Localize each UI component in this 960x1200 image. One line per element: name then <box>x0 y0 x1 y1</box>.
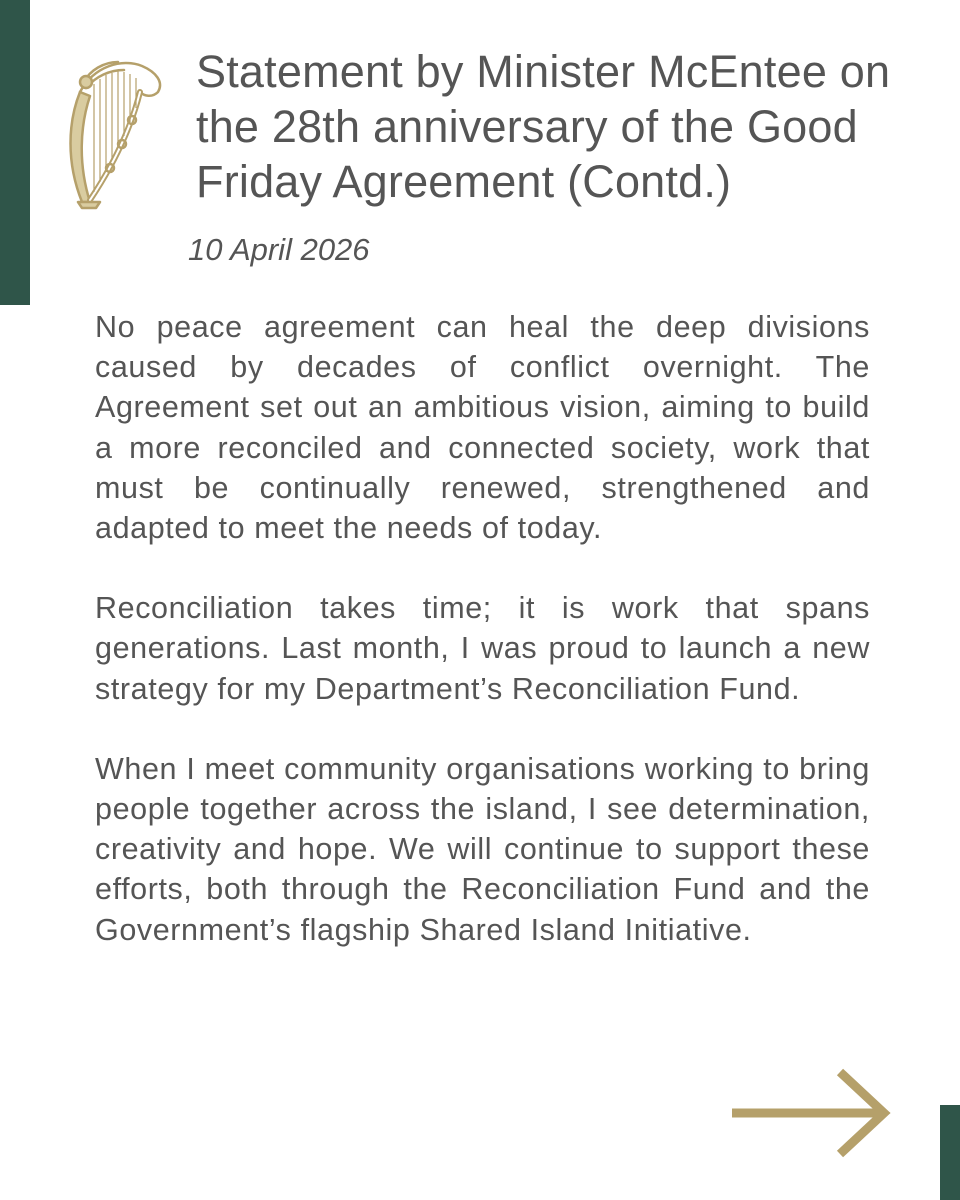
arrow-right-icon[interactable] <box>732 1068 894 1158</box>
right-accent-bar <box>940 1105 960 1200</box>
left-accent-bar <box>0 0 30 305</box>
paragraph-1: No peace agreement can heal the deep divisions caused by decades of conflict overnight. The Agreement set out an ambitious vision, aiming to build a more reconciled and connected society, work that must be continually renewed, strengthened and adapted to meet the needs of today. <box>95 310 870 546</box>
statement-body <box>95 307 870 990</box>
paragraph-2: Reconciliation takes time; it is work that spans generations. Last month, I was proud to launch a new strategy for my Department’s Reconciliation Fund. <box>95 591 870 706</box>
paragraph-3: When I meet community organisations working to bring people together across the island, I see determination, creativity and hope. We will continue to support these efforts, both through the Reconciliation Fund and the Government’s flagship Shared Island Initiative. <box>95 751 870 947</box>
irish-harp-icon <box>60 52 168 210</box>
statement-date: 10 April 2026 <box>188 232 370 267</box>
page-title: Statement by Minister McEntee on the 28th anniversary of the Good Friday Agreement (Contd.) <box>196 46 891 207</box>
